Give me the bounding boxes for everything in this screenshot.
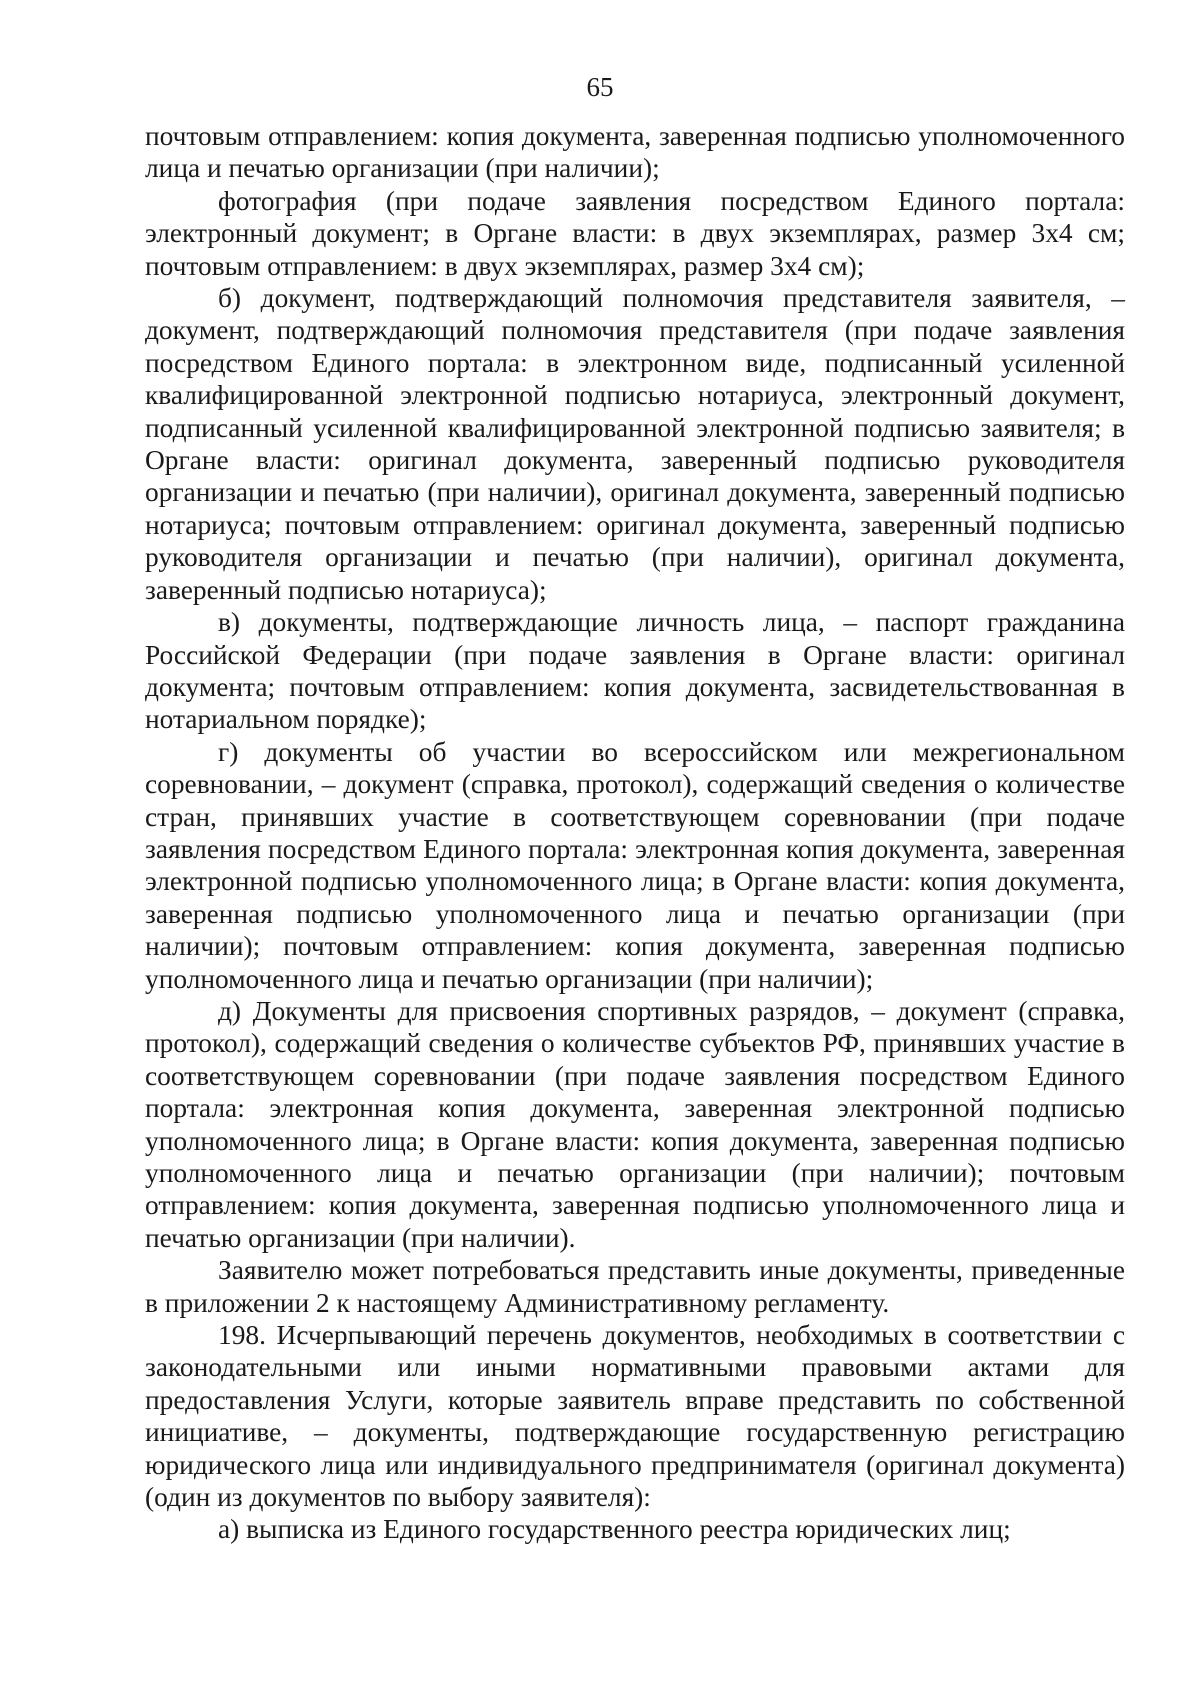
paragraph-other-documents: Заявителю может потребоваться представить иные документы, приведенные в приложении 2 к настоящему Административному регламенту. [145,1255,1125,1318]
paragraph-198: 198. Исчерпывающий перечень документов, необходимых в соответствии с законодательными или иными нормативными правовыми актами для предоставления Услуги, которые заявитель вправе представить по собственной инициативе, – документы, подтверждающие государственную регистрацию юридического лица или индивидуального предпринимателя (оригинал документа) (один из документов по выбору заявителя): [145,1320,1125,1513]
paragraph-continuation: почтовым отправлением: копия документа, заверенная подписью уполномоченного лица и печатью организации (при наличии); [145,121,1125,184]
document-body [145,120,1125,1546]
paragraph-item-d: д) Документы для присвоения спортивных разрядов, – документ (справка, протокол), содержащий сведения о количестве субъектов РФ, принявших участие в соответствующем соревновании (при подаче заявления посредством Единого портала: электронная копия документа, заверенная электронной подписью уполномоченного лица; в Органе власти: копия документа, заверенная подписью уполномоченного лица и печатью организации (при наличии); почтовым отправлением: копия документа, заверенная подписью уполномоченного лица и печатью организации (при наличии). [145,995,1125,1253]
paragraph-item-b: б) документ, подтверждающий полномочия представителя заявителя, – документ, подтверждающий полномочия представителя (при подаче заявления посредством Единого портала: в электронном виде, подписанный усиленной квалифицированной электронной подписью нотариуса, электронный документ, подписанный усиленной квалифицированной электронной подписью заявителя; в Органе власти: оригинал документа, заверенный подписью руководителя организации и печатью (при наличии), оригинал документа, заверенный подписью нотариуса; почтовым отправлением: оригинал документа, заверенный подписью руководителя организации и печатью (при наличии), оригинал документа, заверенный подписью нотариуса); [145,283,1125,605]
page-number: 65 [586,72,614,102]
paragraph-item-v: в) документы, подтверждающие личность лица, – паспорт гражданина Российской Федерации (при подаче заявления в Органе власти: оригинал документа; почтовым отправлением: копия документа, засвидетельствованная в нотариальном порядке); [145,607,1125,735]
paragraph-item-a: а) выписка из Единого государственного реестра юридических лиц; [218,1514,1011,1545]
paragraph-item-g: г) документы об участии во всероссийском или межрегиональном соревновании, – документ (справка, протокол), содержащий сведения о количестве стран, принявших участие в соответствующем соревновании (при подаче заявления посредством Единого портала: электронная копия документа, заверенная электронной подписью уполномоченного лица; в Органе власти: копия документа, заверенная подписью уполномоченного лица и печатью организации (при наличии); почтовым отправлением: копия документа, заверенная подписью уполномоченного лица и печатью организации (при наличии); [145,736,1125,994]
paragraph-photo: фотография (при подаче заявления посредством Единого портала: электронный документ; в Органе власти: в двух экземплярах, размер 3х4 см; почтовым отправлением: в двух экземплярах, размер 3х4 см); [145,185,1125,281]
